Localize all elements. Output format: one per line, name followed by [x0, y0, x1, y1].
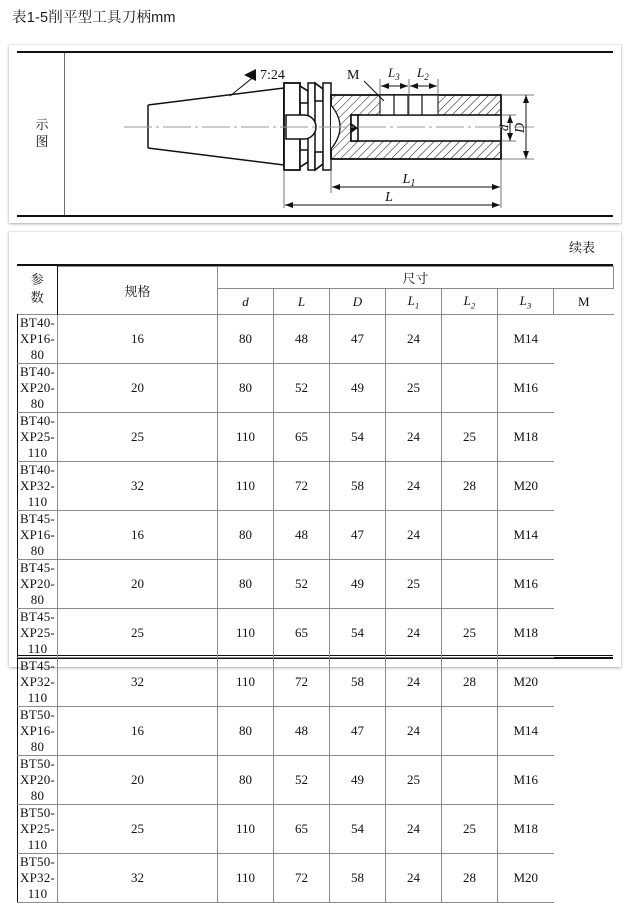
- cell-d: 65: [274, 609, 330, 658]
- cell-l3: 25: [442, 609, 498, 658]
- cell-d: 32: [58, 658, 218, 707]
- table-row: [18, 854, 614, 903]
- header-col-D: [330, 289, 386, 315]
- cell-d: 32: [58, 854, 218, 903]
- table-row: [18, 315, 614, 364]
- cell-l1: 49: [330, 560, 386, 609]
- cell-m: M20: [498, 854, 554, 903]
- cell-m: M20: [498, 462, 554, 511]
- cell-model: BT40-XP20-80: [18, 364, 58, 413]
- illustration-bottom-rule: [17, 215, 613, 217]
- cell-l2: 24: [386, 805, 442, 854]
- cell-model: BT45-XP32-110: [18, 658, 58, 707]
- cell-d: 20: [58, 756, 218, 805]
- cell-l: 110: [218, 609, 274, 658]
- annotation-l2: $L_2$: [417, 65, 429, 82]
- cell-l1: 54: [330, 609, 386, 658]
- header-col-L1-label: $L_1$: [407, 292, 420, 311]
- spec-table-panel: [9, 232, 621, 901]
- table-row: [18, 805, 614, 854]
- cell-l3: [442, 315, 498, 364]
- cell-l3: 28: [442, 462, 498, 511]
- cell-d: 52: [274, 560, 330, 609]
- cell-l2: 25: [386, 364, 442, 413]
- cell-l2: 25: [386, 560, 442, 609]
- header-col-L2: [442, 289, 498, 315]
- cell-l3: [442, 511, 498, 560]
- cell-m: M18: [498, 609, 554, 658]
- table-row: [18, 658, 614, 707]
- illustration-panel: [9, 45, 621, 223]
- cell-l3: 25: [442, 413, 498, 462]
- table-row: [18, 756, 614, 805]
- cell-m: M18: [498, 805, 554, 854]
- header-col-L2-label: $L_2$: [463, 292, 476, 311]
- table-row: [18, 364, 614, 413]
- cell-m: M18: [498, 413, 554, 462]
- cell-d: 65: [274, 413, 330, 462]
- cell-d: 52: [274, 364, 330, 413]
- cell-l: 110: [218, 658, 274, 707]
- continued-table-label: 续表: [568, 241, 595, 256]
- cell-l: 110: [218, 805, 274, 854]
- cell-l1: 47: [330, 511, 386, 560]
- header-col-d-label: d: [242, 293, 249, 309]
- cell-model: BT40-XP25-110: [18, 413, 58, 462]
- illustration-row-label-char-2: 图: [35, 135, 49, 150]
- header-col-D-label: D: [352, 293, 363, 309]
- cell-l1: 54: [330, 805, 386, 854]
- cell-model: BT50-XP25-110: [18, 805, 58, 854]
- cell-d: 25: [58, 413, 218, 462]
- cell-d: 20: [58, 364, 218, 413]
- cell-l: 110: [218, 854, 274, 903]
- cell-l1: 47: [330, 315, 386, 364]
- cell-d: 20: [58, 560, 218, 609]
- header-col-M: [554, 289, 614, 315]
- cell-model: BT45-XP25-110: [18, 609, 58, 658]
- cell-l3: [442, 707, 498, 756]
- param-label-char-2: 数: [30, 291, 44, 307]
- table-row: [18, 560, 614, 609]
- cell-model: BT40-XP32-110: [18, 462, 58, 511]
- param-label-char-1: 参: [30, 273, 44, 289]
- cell-l1: 58: [330, 462, 386, 511]
- cell-d: 48: [274, 315, 330, 364]
- cell-d: 16: [58, 511, 218, 560]
- header-col-L3-label: $L_3$: [519, 292, 532, 311]
- table-row: [18, 609, 614, 658]
- cell-l3: 28: [442, 854, 498, 903]
- cell-d: 25: [58, 609, 218, 658]
- cell-l: 80: [218, 364, 274, 413]
- cell-l: 80: [218, 560, 274, 609]
- cell-l3: 28: [442, 658, 498, 707]
- cell-d: 16: [58, 707, 218, 756]
- cell-model: BT50-XP16-80: [18, 707, 58, 756]
- cell-m: M16: [498, 560, 554, 609]
- cell-l1: 49: [330, 756, 386, 805]
- cell-l1: 58: [330, 658, 386, 707]
- cell-l: 80: [218, 511, 274, 560]
- annotation-d-small: d: [496, 124, 511, 131]
- cell-m: M14: [498, 707, 554, 756]
- cell-d: 48: [274, 511, 330, 560]
- param-group-label: [18, 267, 58, 315]
- cell-l2: 24: [386, 854, 442, 903]
- illustration-row-label: [31, 117, 53, 151]
- cell-d: 32: [58, 462, 218, 511]
- cell-model: BT50-XP20-80: [18, 756, 58, 805]
- cell-m: M14: [498, 511, 554, 560]
- annotation-d-large: D: [513, 122, 528, 133]
- cell-l1: 54: [330, 413, 386, 462]
- cell-l2: 24: [386, 413, 442, 462]
- spec-table: [17, 266, 614, 903]
- cell-l2: 24: [386, 511, 442, 560]
- cell-d: 52: [274, 756, 330, 805]
- cell-l1: 47: [330, 707, 386, 756]
- spec-table-body: [18, 315, 614, 903]
- cell-d: 72: [274, 658, 330, 707]
- table-row: [18, 462, 614, 511]
- table-row: [18, 511, 614, 560]
- cell-m: M20: [498, 658, 554, 707]
- header-col-L-label: L: [297, 293, 306, 309]
- cell-m: M14: [498, 315, 554, 364]
- annotation-thread-m: M: [347, 68, 360, 83]
- cell-model: BT45-XP20-80: [18, 560, 58, 609]
- cell-d: 72: [274, 462, 330, 511]
- cell-l: 80: [218, 707, 274, 756]
- cell-l3: [442, 364, 498, 413]
- table-row: [18, 707, 614, 756]
- cell-d: 25: [58, 805, 218, 854]
- header-col-M-label: M: [577, 293, 590, 309]
- header-dimension-group: 尺寸: [218, 267, 614, 289]
- cell-l3: [442, 560, 498, 609]
- annotation-l1: $L_1$: [402, 172, 416, 189]
- cell-d: 48: [274, 707, 330, 756]
- cell-l2: 24: [386, 315, 442, 364]
- annotation-l-total: L: [385, 190, 393, 205]
- cell-m: M16: [498, 364, 554, 413]
- header-col-L: [274, 289, 330, 315]
- cell-model: BT45-XP16-80: [18, 511, 58, 560]
- table-row: [18, 413, 614, 462]
- cell-l2: 25: [386, 756, 442, 805]
- cell-l1: 49: [330, 364, 386, 413]
- tool-holder-drawing: [64, 53, 620, 215]
- cell-model: BT40-XP16-80: [18, 315, 58, 364]
- header-col-L3: [498, 289, 554, 315]
- annotation-l3: $L_3$: [388, 65, 400, 82]
- cell-d: 72: [274, 854, 330, 903]
- cell-l: 80: [218, 315, 274, 364]
- annotation-taper: 7:24: [260, 68, 285, 83]
- cell-d: 65: [274, 805, 330, 854]
- cell-l3: [442, 756, 498, 805]
- cell-d: 16: [58, 315, 218, 364]
- cell-model: BT50-XP32-110: [18, 854, 58, 903]
- cell-l: 110: [218, 462, 274, 511]
- cell-m: M16: [498, 756, 554, 805]
- header-spec: 规格: [58, 267, 218, 315]
- cell-l2: 24: [386, 707, 442, 756]
- illustration-row-label-char-1: 示: [35, 118, 49, 133]
- cell-l3: 25: [442, 805, 498, 854]
- cell-l: 80: [218, 756, 274, 805]
- cell-l: 110: [218, 413, 274, 462]
- cell-l1: 58: [330, 854, 386, 903]
- header-col-L1: [386, 289, 442, 315]
- page-title: 表1-5削平型工具刀柄mm: [12, 10, 176, 26]
- header-col-d: [218, 289, 274, 315]
- cell-l2: 24: [386, 462, 442, 511]
- cell-l2: 24: [386, 658, 442, 707]
- cell-l2: 24: [386, 609, 442, 658]
